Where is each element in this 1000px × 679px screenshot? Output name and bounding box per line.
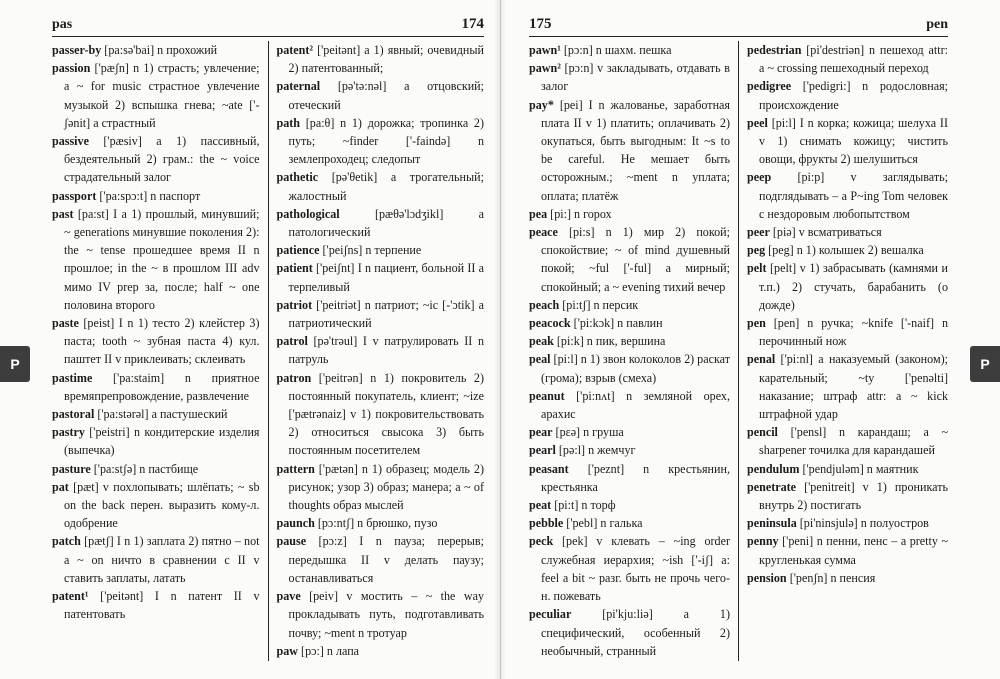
entry-definition: ['pedigri:] n родословная; происхождение — [759, 79, 948, 112]
entry-definition: ['pætən] n 1) образец; модель 2) рисунок; узор 3) образ; манера; a ~ of thoughts образ мыслей — [288, 461, 484, 513]
entry-headword: pebble — [529, 516, 564, 531]
dictionary-entry — [277, 532, 485, 587]
entry-definition: ['penitreit] v 1) проникать внутрь 2) постигать — [759, 479, 948, 513]
entry-headword: pearl — [529, 443, 556, 458]
dictionary-entry — [277, 514, 485, 532]
entry-headword: pay* — [529, 97, 554, 112]
dictionary-entry — [52, 369, 260, 405]
dictionary-entry — [529, 423, 730, 441]
entry-headword: pause — [276, 534, 307, 549]
entry-definition: ['peiʃns] n терпение — [319, 243, 422, 258]
right-page-number: 175 — [529, 16, 552, 32]
entry-headword: pension — [747, 570, 787, 585]
dictionary-entry — [747, 478, 948, 514]
dictionary-entry — [529, 332, 730, 350]
dictionary-entry — [277, 642, 485, 660]
entry-headword: paternal — [276, 79, 321, 94]
entry-definition: ['pebl] n галька — [563, 516, 643, 531]
entry-definition: ['peni] n пенни, пенс – a pretty ~ кругленькая сумма — [759, 534, 948, 567]
entry-definition: [peiv] v мостить – ~ the way прокладывать путь, подготавливать почву; ~ment n тротуар — [288, 589, 484, 640]
entry-headword: patient — [276, 261, 313, 276]
dictionary-entry — [747, 314, 948, 350]
entry-definition: ['pa:stʃə] n пастбище — [90, 461, 199, 476]
entry-definition: [pi:l] I n корка; кожица; шелуха II v 1) снимать кожицу; чистить овощи, фрукты 2) шелушиться — [759, 115, 948, 167]
entry-definition: [pa:sə'bai] n прохожий — [101, 43, 218, 57]
dictionary-entry — [747, 77, 948, 113]
entry-definition: [peist] I n 1) тесто 2) клейстер 3) паста; tooth ~ зубная паста 4) кул. паштет II v приклеивать; склеивать — [64, 316, 260, 367]
entry-definition: [pa:θ] n 1) дорожка; тропинка 2) путь; ~finder ['-faində] n землепроходец; следопыт — [288, 115, 484, 167]
entry-headword: pendulum — [747, 461, 800, 476]
entry-headword: pea — [529, 206, 548, 221]
dictionary-entry — [277, 168, 485, 204]
entry-headword: passer-by — [52, 43, 102, 57]
entry-definition: [pɔ:n] n шахм. пешка — [560, 43, 672, 57]
left-thumb-tab: P — [0, 346, 30, 382]
entry-definition: [pɔ:ntʃ] n брюшко, пузо — [314, 516, 438, 531]
entry-headword: peg — [747, 243, 766, 258]
entry-definition: [pæt] v похлопывать; шлёпать; ~ sb on the back перен. выразить кому-л. одобрение — [64, 479, 260, 531]
entry-headword: pathetic — [276, 170, 319, 185]
entry-headword: pattern — [276, 461, 315, 476]
dictionary-entry — [277, 77, 485, 113]
entry-headword: peacock — [529, 316, 571, 331]
entry-headword: pathological — [276, 206, 340, 221]
entry-definition: [pæθə'lɔdʒikl] a патологический — [288, 206, 484, 240]
entry-definition: [pek] v клевать – ~ing order служебная иерархия; ~ish ['-iʃ] a: feel a bit ~ разг. быть не прочь чего-н. пожевать — [541, 534, 730, 604]
entry-definition: ['peitənt] I n патент II v патентовать — [64, 589, 260, 622]
dictionary-entry — [747, 569, 948, 587]
right-page — [500, 0, 1000, 679]
dictionary-entry — [52, 587, 260, 623]
dictionary-entry — [747, 423, 948, 459]
entry-headword: pencil — [747, 425, 778, 440]
entry-definition: [pi:] n горох — [547, 206, 612, 221]
dictionary-entry — [52, 405, 260, 423]
entry-definition: ['peistri] n кондитерские изделия (выпечка) — [64, 425, 260, 458]
left-page-columns — [52, 41, 484, 661]
entry-definition: [pi'ninsjulə] n полуостров — [796, 516, 929, 531]
entry-definition: ['pæsiv] a 1) пассивный, бездеятельный 2) грам.: the ~ voice страдательный залог — [64, 134, 260, 185]
entry-headword: peak — [529, 334, 554, 349]
dictionary-entry — [52, 460, 260, 478]
entry-definition: [pei] I n жалованье, заработная плата II v 1) платить; оплачивать 2) окупаться, быть выгодным: It ~s to be careful. Не мешает быть осторожным.; ~ment n уплата; оплата; платёж — [541, 97, 730, 203]
entry-headword: passion — [52, 61, 91, 76]
entry-definition: ['pi:nʌt] n земляной орех, арахис — [541, 388, 730, 422]
dictionary-entry — [529, 605, 730, 660]
dictionary-entry — [529, 59, 730, 95]
entry-definition: [pɔ:z] I n паузa; перерыв; передышка II v делать паузу; останавливаться — [288, 534, 484, 585]
entry-headword: peep — [747, 170, 772, 185]
entry-headword: penetrate — [747, 479, 797, 494]
entry-definition: ['peiʃnt] I n пациент, больной II a терпеливый — [288, 261, 484, 294]
right-header-word: pen — [926, 17, 948, 32]
entry-headword: pear — [529, 425, 553, 440]
entry-definition: [pa:st] I a 1) прошлый, минувший; ~ generations минувшие поколения 2): the ~ tense прошедшее время II n прошлое; in the ~ в прошлом III adv мимо IV prep за, после; half ~ one половина второго — [64, 206, 260, 312]
dictionary-entry — [277, 587, 485, 642]
right-page-columns — [529, 41, 948, 661]
dictionary-entry — [277, 41, 485, 77]
entry-definition: [pi:s] n 1) мир 2) покой; спокойствие; ~ of mind душевный покой; ~ful ['-ful] a мирный; спокойный; a ~ evening тихий вечер — [541, 225, 730, 294]
entry-headword: paste — [52, 316, 79, 331]
dictionary-entry — [529, 296, 730, 314]
dictionary-entry — [529, 532, 730, 605]
entry-definition: ['peitənt] a 1) явный; очевидный 2) патентованный; — [288, 43, 484, 76]
entry-headword: pastime — [52, 370, 93, 385]
right-column-2 — [739, 41, 948, 661]
entry-headword: pastry — [52, 425, 85, 440]
entry-definition: [pɔ:] n лапа — [298, 643, 360, 658]
entry-definition: [peg] n 1) колышек 2) вешалка — [765, 243, 924, 258]
entry-definition: ['pi:kɔk] n павлин — [570, 316, 663, 331]
dictionary-entry — [529, 96, 730, 205]
entry-headword: pasture — [52, 461, 91, 476]
dictionary-entry — [52, 314, 260, 369]
entry-definition: [pə'tə:nəl] a отцовский; отеческий — [288, 79, 484, 112]
entry-headword: patrol — [276, 334, 308, 349]
dictionary-entry — [529, 314, 730, 332]
entry-headword: peace — [529, 225, 558, 240]
dictionary-entry — [529, 205, 730, 223]
dictionary-entry — [747, 41, 948, 77]
entry-definition: [pə'θetik] a трогательный; жалостный — [288, 170, 484, 203]
entry-headword: peculiar — [529, 607, 572, 622]
entry-headword: peninsula — [747, 516, 797, 531]
entry-headword: patriot — [276, 297, 313, 312]
entry-headword: pelt — [747, 261, 767, 276]
entry-definition: [pi'destriən] n пешеход attr: a ~ crossing пешеходный переход — [759, 43, 948, 76]
entry-definition: ['pi:nl] a наказуемый (законом); карательный; ~ty ['penəlti] наказание; штраф attr: a ~ kick штрафной удар — [759, 352, 948, 422]
entry-definition: ['penʃn] n пенсия — [786, 570, 876, 585]
dictionary-entry — [52, 132, 260, 187]
dictionary-entry — [52, 187, 260, 205]
dictionary-entry — [529, 441, 730, 459]
entry-headword: paw — [276, 643, 299, 658]
entry-definition: ['peznt] n крестьянин, крестьянка — [541, 461, 730, 494]
dictionary-entry — [529, 387, 730, 423]
dictionary-entry — [747, 168, 948, 223]
dictionary-entry — [747, 514, 948, 532]
right-thumb-tab: P — [970, 346, 1000, 382]
entry-headword: pastoral — [52, 407, 95, 422]
entry-definition: [pi'kju:liə] a 1) специфический, особенный 2) необычный, странный — [541, 607, 730, 658]
entry-definition: [pə'trəul] I v патрулировать II n патруль — [288, 334, 484, 367]
dictionary-entry — [52, 478, 260, 533]
left-column-2 — [269, 41, 485, 661]
entry-headword: past — [52, 206, 74, 221]
entry-headword: peck — [529, 534, 554, 549]
dictionary-entry — [529, 41, 730, 59]
entry-definition: [pi:l] n 1) звон колоколов 2) раскат (грома); взрыв (смеха) — [541, 352, 730, 385]
entry-headword: pawn¹ — [529, 43, 561, 57]
entry-headword: peach — [529, 297, 560, 312]
entry-headword: peasant — [529, 461, 569, 476]
entry-headword: peel — [747, 115, 768, 130]
entry-definition: [pi:p] v заглядывать; подглядывать – a P~ing Tom человек с нездоровым любопытством — [759, 170, 948, 221]
entry-definition: [pen] n ручка; ~knife ['-naif] n перочинный нож — [759, 316, 948, 349]
entry-headword: peat — [529, 498, 552, 513]
entry-headword: pave — [276, 589, 301, 604]
entry-definition: ['pensl] n карандаш; a ~ sharpener точилка для карандашей — [759, 425, 948, 458]
dictionary-entry — [277, 332, 485, 368]
entry-definition: [pi:tʃ] n персик — [559, 297, 639, 312]
entry-definition: ['pendjuləm] n маятник — [799, 461, 919, 476]
entry-headword: peal — [529, 352, 551, 367]
entry-definition: ['peitriət] n патриот; ~ic [-'ɔtik] a патриотический — [288, 297, 484, 331]
entry-headword: path — [276, 115, 301, 130]
dictionary-entry — [277, 369, 485, 460]
entry-headword: pedestrian — [747, 43, 802, 57]
dictionary-entry — [529, 350, 730, 386]
entry-headword: patent² — [276, 43, 314, 57]
dictionary-entry — [52, 59, 260, 132]
entry-headword: peanut — [529, 388, 565, 403]
entry-headword: paunch — [276, 516, 315, 531]
dictionary-entry — [277, 205, 485, 241]
entry-definition: [pə:l] n жемчуг — [555, 443, 636, 458]
dictionary-entry — [747, 350, 948, 423]
dictionary-entry — [277, 460, 485, 515]
entry-headword: penny — [747, 534, 779, 549]
dictionary-entry — [52, 532, 260, 587]
entry-headword: passive — [52, 134, 89, 149]
dictionary-entry — [747, 114, 948, 169]
dictionary-entry — [277, 259, 485, 295]
entry-headword: pedigree — [747, 79, 792, 94]
dictionary-entry — [52, 205, 260, 314]
entry-headword: peer — [747, 225, 770, 240]
right-page-header — [529, 12, 948, 37]
entry-definition: ['peitrən] n 1) покровитель 2) постоянный покупатель, клиент; ~ize ['pætrənaiz] v 1) покровительствовать 2) относиться свысока 3) быть постоянным посетителем — [288, 370, 484, 458]
dictionary-entry — [529, 223, 730, 296]
entry-definition: ['pa:spɔ:t] n паспорт — [96, 188, 201, 203]
entry-definition: [pi:k] n пик, вершина — [553, 334, 666, 349]
dictionary-entry — [277, 296, 485, 332]
dictionary-entry — [747, 532, 948, 568]
dictionary-entry — [529, 514, 730, 532]
left-page-number: 174 — [461, 16, 484, 32]
entry-definition: [pɔ:n] v закладывать, отдавать в залог — [541, 61, 730, 94]
dictionary-entry — [529, 460, 730, 496]
left-column-1 — [52, 41, 269, 661]
dictionary-entry — [52, 423, 260, 459]
entry-headword: patch — [52, 534, 81, 549]
dictionary-entry — [747, 223, 948, 241]
entry-headword: penal — [747, 352, 776, 367]
entry-headword: pen — [747, 316, 766, 331]
entry-headword: patience — [276, 243, 320, 258]
entry-headword: patron — [276, 370, 312, 385]
entry-definition: [pelt] v 1) забрасывать (камнями и т.п.) 2) стучать, барабанить (о дожде) — [759, 261, 948, 312]
left-header-word: pas — [52, 17, 73, 32]
dictionary-entry — [277, 114, 485, 169]
dictionary-entry — [747, 460, 948, 478]
dictionary-entry — [529, 496, 730, 514]
entry-definition: [pɛə] n груша — [552, 425, 624, 440]
entry-definition: ['pa:stərəl] a пастушеский — [94, 407, 228, 422]
dictionary-entry — [52, 41, 260, 59]
left-page-header — [52, 12, 484, 37]
entry-definition: ['pæʃn] n 1) страсть; увлечение; a ~ for music страстное увлечение музыкой 2) вспышка гнева; ~ate ['-ʃənit] a страстный — [64, 61, 260, 130]
entry-definition: ['pa:staim] n приятное времяпрепровождение, развлечение — [64, 370, 260, 403]
entry-headword: pawn² — [529, 61, 561, 76]
right-column-1 — [529, 41, 739, 661]
entry-headword: passport — [52, 188, 97, 203]
entry-definition: [piə] v всматриваться — [769, 225, 882, 240]
book-gutter — [494, 0, 506, 679]
entry-definition: [pætʃ] I n 1) заплата 2) пятно – not a ~ on ничто в сравнении с II v ставить заплаты, латать — [64, 534, 260, 585]
dictionary-entry — [747, 241, 948, 259]
entry-headword: pat — [52, 479, 69, 494]
dictionary-entry — [277, 241, 485, 259]
entry-headword: patent¹ — [52, 589, 89, 604]
entry-definition: [pi:t] n торф — [551, 498, 616, 513]
dictionary-entry — [747, 259, 948, 314]
